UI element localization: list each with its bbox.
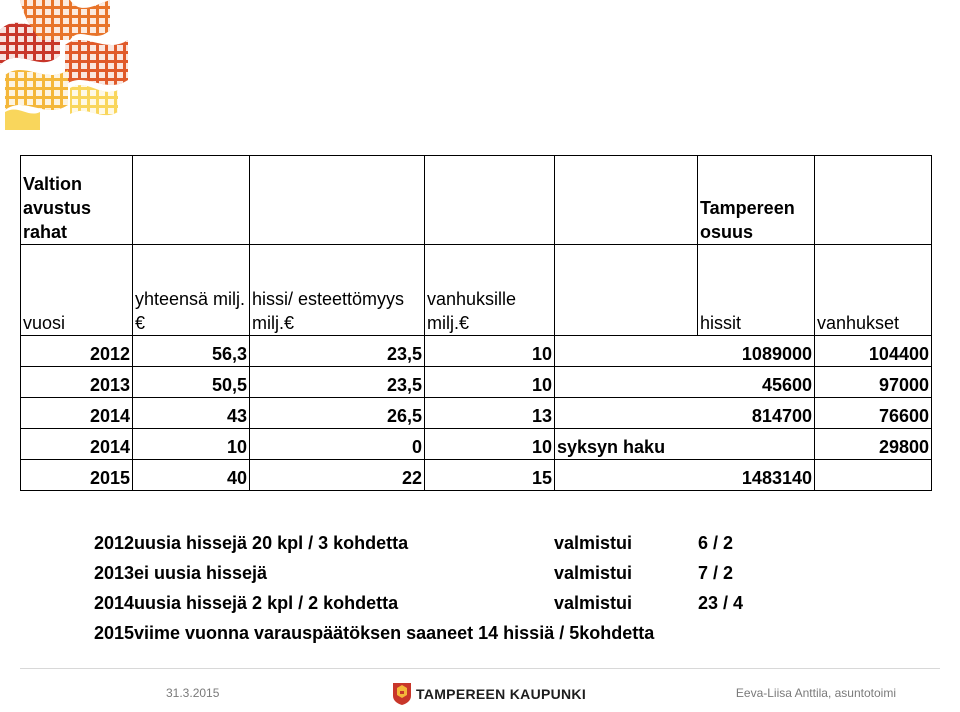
footer-divider <box>20 668 940 669</box>
empty-cell <box>815 156 932 245</box>
cell-note <box>555 367 698 398</box>
cell-total: 56,3 <box>133 336 250 367</box>
cell-elderly-share <box>815 460 932 491</box>
footer-brand-name: TAMPEREEN KAUPUNKI <box>416 686 587 702</box>
table-row <box>21 460 932 491</box>
note-text: viime vuonna varauspäätöksen saaneet 14 hissiä / 5kohdetta <box>134 623 655 643</box>
col-header-total: yhteensä milj.€ <box>133 245 250 336</box>
notes-list <box>86 528 743 648</box>
empty-cell <box>555 245 698 336</box>
cell-elderly-share: 76600 <box>815 398 932 429</box>
cell-lifts: 814700 <box>698 398 815 429</box>
cell-year: 2014 <box>21 398 133 429</box>
table-row <box>21 398 932 429</box>
cell-total: 10 <box>133 429 250 460</box>
col-header-year: vuosi <box>21 245 133 336</box>
cell-lift: 22 <box>250 460 425 491</box>
list-item <box>86 558 743 588</box>
col-header-lifts: hissit <box>698 245 815 336</box>
cell-year: 2015 <box>21 460 133 491</box>
cell-note: syksyn haku <box>555 429 698 460</box>
note-year: 2013 <box>93 563 134 583</box>
cell-lifts: 45600 <box>698 367 815 398</box>
tampere-share-header: Tampereen osuus <box>698 156 815 245</box>
note-text: uusia hissejä 2 kpl / 2 kohdetta <box>134 593 399 613</box>
table-header-row-1 <box>21 156 932 245</box>
empty-cell <box>425 156 555 245</box>
note-year: 2015 <box>93 623 134 643</box>
note-status: valmistui <box>554 563 633 583</box>
cell-lifts: 1483140 <box>698 460 815 491</box>
cell-lift: 0 <box>250 429 425 460</box>
city-crest-icon <box>392 682 412 706</box>
col-header-elderly: vanhuksille milj.€ <box>425 245 555 336</box>
cell-elderly-share: 29800 <box>815 429 932 460</box>
cell-elderly: 13 <box>425 398 555 429</box>
table-title-cell: Valtion avustus rahat <box>21 156 133 245</box>
footer-brand <box>392 681 586 707</box>
cell-year: 2012 <box>21 336 133 367</box>
cell-elderly: 10 <box>425 429 555 460</box>
col-header-elderly-share: vanhukset <box>815 245 932 336</box>
note-year: 2012 <box>93 533 134 553</box>
cell-total: 43 <box>133 398 250 429</box>
cell-lift: 23,5 <box>250 336 425 367</box>
note-text: ei uusia hissejä <box>134 563 268 583</box>
cell-year: 2013 <box>21 367 133 398</box>
table-row <box>21 336 932 367</box>
list-item <box>86 588 743 618</box>
empty-cell <box>250 156 425 245</box>
tampere-logo-graphic <box>0 0 135 135</box>
cell-note <box>555 398 698 429</box>
empty-cell <box>555 156 698 245</box>
cell-elderly: 10 <box>425 336 555 367</box>
cell-lifts: 1089000 <box>698 336 815 367</box>
note-value: 23 / 4 <box>698 593 744 613</box>
cell-note <box>555 336 698 367</box>
note-status: valmistui <box>554 533 633 553</box>
cell-elderly-share: 97000 <box>815 367 932 398</box>
cell-note <box>555 460 698 491</box>
col-header-lift: hissi/ esteettömyys milj.€ <box>250 245 425 336</box>
cell-total: 50,5 <box>133 367 250 398</box>
table-row <box>21 429 932 460</box>
subsidy-table <box>20 155 932 491</box>
cell-lifts <box>698 429 815 460</box>
table-header-row-2 <box>21 245 932 336</box>
note-value: 7 / 2 <box>698 563 734 583</box>
table-row <box>21 367 932 398</box>
list-item <box>86 618 743 648</box>
note-text: uusia hissejä 20 kpl / 3 kohdetta <box>134 533 409 553</box>
cell-year: 2014 <box>21 429 133 460</box>
footer-author: Eeva-Liisa Anttila, asuntotoimi <box>735 686 896 700</box>
empty-cell <box>133 156 250 245</box>
footer-date: 31.3.2015 <box>166 686 220 700</box>
note-value: 6 / 2 <box>698 533 734 553</box>
cell-lift: 26,5 <box>250 398 425 429</box>
note-year: 2014 <box>93 593 134 613</box>
cell-elderly: 10 <box>425 367 555 398</box>
cell-elderly: 15 <box>425 460 555 491</box>
cell-lift: 23,5 <box>250 367 425 398</box>
cell-elderly-share: 104400 <box>815 336 932 367</box>
note-status: valmistui <box>554 593 633 613</box>
list-item <box>86 528 743 558</box>
cell-total: 40 <box>133 460 250 491</box>
